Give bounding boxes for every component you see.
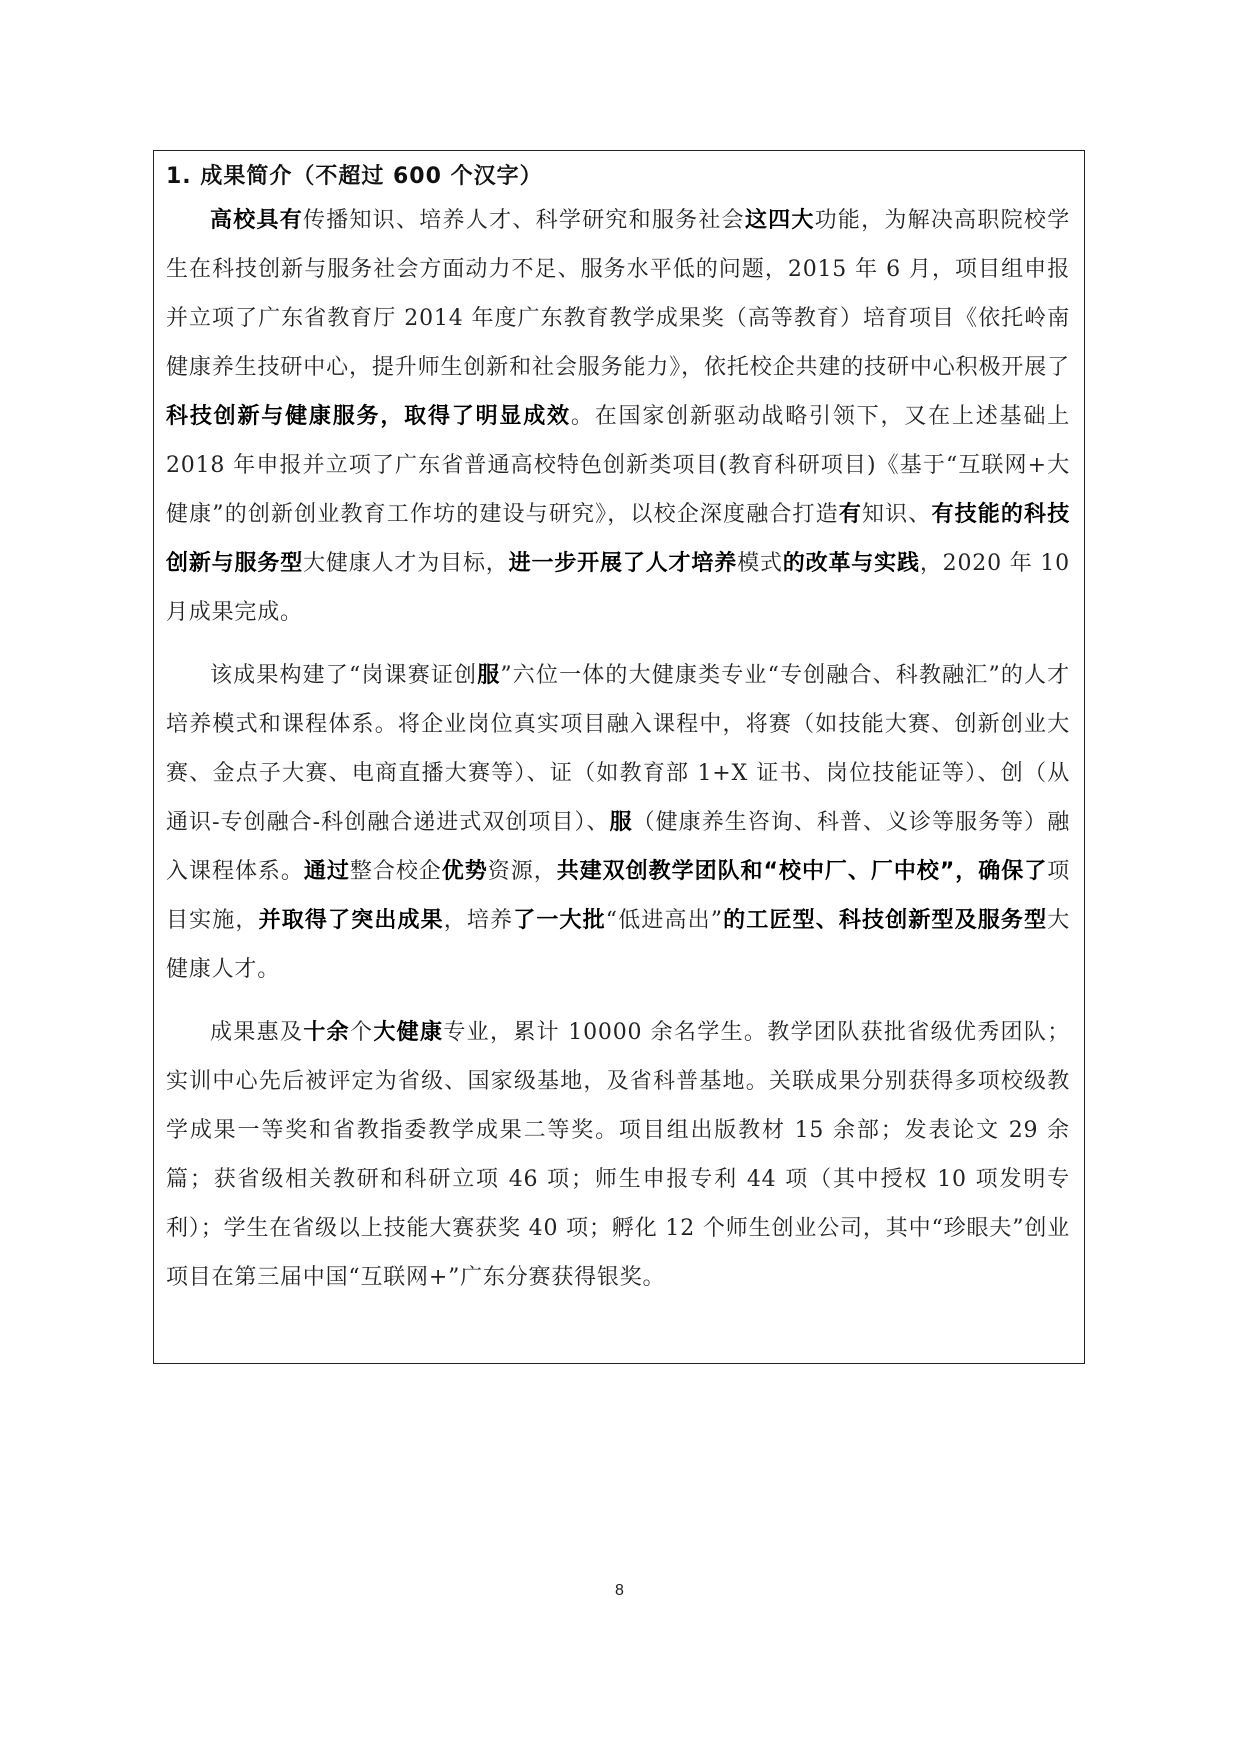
text-run: 整合校企 <box>349 859 442 884</box>
text-run: 功能，为解决高职院校学生在科技创新与服务社会方面动力不足、服务水平低的问题，2015 年 6 月，项目组申报并立项了广东省教育厅 2014 年度广东教育教学成果奖（高等教育）培育项目《依托岭南健康养生技研中心，提升师生创新和社会服务能力》，依托校企共建的技研中心积极开展了 <box>166 208 1070 380</box>
bold-text-run: 的工匠型、科技创新型及服务型 <box>722 908 1048 933</box>
text-run: 个 <box>350 1020 374 1045</box>
text-run: ，培养 <box>443 908 514 933</box>
paragraph-2 <box>166 651 1070 994</box>
text-run: 。在国家创新驱动战略引领下，又在上述基础上 2018 年申报并立项了广东省普通高校特色创新类项目(教育科研项目)《基于“互联网+大健康”的创新创业教育工作坊的建设与研究》，以校企深度融合打造 <box>166 404 1070 527</box>
bold-text-run: 这四大 <box>744 208 815 233</box>
text-run: 知识、 <box>861 502 932 527</box>
bold-text-run: 十余 <box>303 1020 350 1045</box>
page-number: 8 <box>615 1582 624 1599</box>
bold-text-run: 高校具有 <box>210 208 304 233</box>
bold-text-run: 通过 <box>303 859 350 884</box>
bold-text-run: 优势 <box>441 859 488 884</box>
text-run: 大健康人才为目标， <box>303 551 509 576</box>
text-run: 模式 <box>737 551 783 576</box>
section-heading: 1. 成果简介（不超过 600 个汉字） <box>166 164 543 189</box>
text-run: ”六位一体的大健康类专业“专创融合、科教融汇”的人才培养模式和课程体系。将企业岗位真实项目融入课程中，将赛（如技能大赛、创新创业大赛、金点子大赛、电商直播大赛等）、证（如教育部 1+X 证书、岗位技能证等）、创（从通识-专创融合-科创融合递进式双创项目）、 <box>166 663 1070 835</box>
bold-text-run: 的改革与实践 <box>782 551 920 576</box>
content-box <box>153 150 1085 1364</box>
text-run: 项目实施， <box>166 859 1070 933</box>
bold-text-run: 服 <box>609 810 633 835</box>
bold-text-run: 有技能的科技创新与服务型 <box>166 502 1070 576</box>
text-run: ，2020 年 10 月成果完成。 <box>166 551 1070 625</box>
text-run: 该成果构建了“岗课赛证创 <box>210 663 478 688</box>
text-run: （健康养生咨询、科普、义诊等服务等）融入课程体系。 <box>166 810 1071 884</box>
text-run: “低进高出” <box>605 908 723 933</box>
text-run: 成果惠及 <box>210 1020 304 1045</box>
paragraph-3 <box>166 1008 1070 1302</box>
text-run: 大健康人才。 <box>166 908 1071 982</box>
bold-text-run: 大健康 <box>373 1020 444 1045</box>
bold-text-run: 了一大批 <box>513 908 606 933</box>
text-run: 资源， <box>487 859 557 884</box>
bold-text-run: 进一步开展了人才培养 <box>508 551 738 576</box>
text-run: 专业，累计 10000 余名学生。教学团队获批省级优秀团队；实训中心先后被评定为省级、国家级基地，及省科普基地。关联成果分别获得多项校级教学成果一等奖和省教指委教学成果二等奖。项目组出版教材 15 余部；发表论文 29 余篇；获省级相关教研和科研立项 46 项；师生申报专利 44 项（其中授权 10 项发明专利）；学生在省级以上技能大赛获奖 40 项；孵化 12 个师生创业公司，其中“珍眼夫”创业项目在第三届中国“互联网+”广东分赛获得银奖。 <box>166 1020 1071 1290</box>
text-run: 传播知识、培养人才、科学研究和服务社会 <box>303 208 745 233</box>
bold-text-run: 共建双创教学团队和“校中厂、厂中校”，确保了 <box>556 859 1048 884</box>
bold-text-run: 科技创新与健康服务，取得了明显成效 <box>166 404 571 429</box>
bold-text-run: 有 <box>838 502 862 527</box>
bold-text-run: 服 <box>477 663 501 688</box>
paragraph-1 <box>166 196 1070 637</box>
bold-text-run: 并取得了突出成果 <box>258 908 444 933</box>
